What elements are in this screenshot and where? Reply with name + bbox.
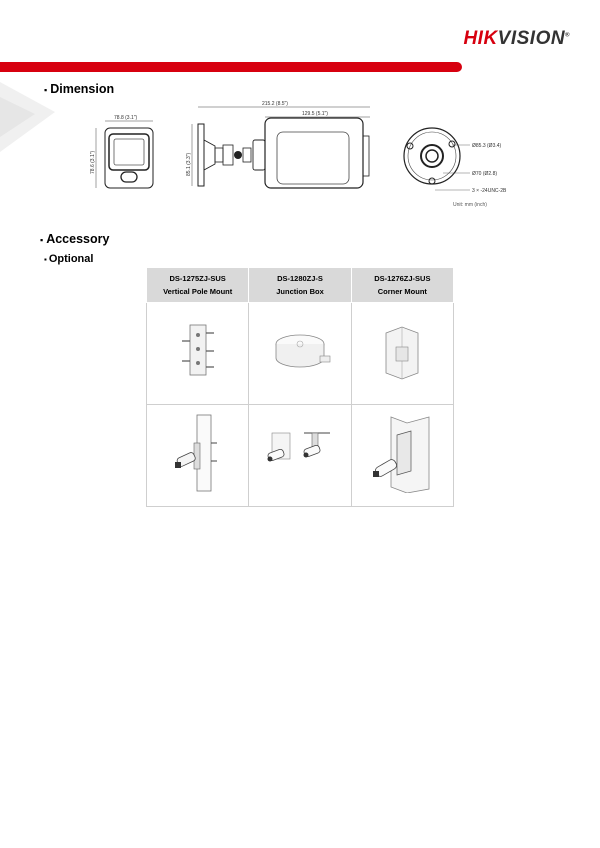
side-height-label: 85.1 (3.3") [186, 152, 192, 176]
section-dimension-title [44, 82, 114, 96]
side-total-length-label: 215.2 (8.5") [262, 101, 288, 107]
bullet-icon: ▪ [40, 235, 44, 245]
section-accessory-title [40, 232, 109, 246]
accessory-usage-row [147, 405, 454, 507]
logo-hik-text: HIK [463, 28, 498, 49]
base-view-drawing [404, 128, 470, 190]
accessory-image-cell [351, 303, 453, 405]
dimension-drawings [80, 98, 520, 218]
bullet-icon: ▪ [44, 255, 47, 264]
base-inner-dia-label: Ø70 (Ø2.8) [472, 171, 498, 177]
dimension-title-text: Dimension [50, 82, 115, 96]
accessory-header-1 [147, 268, 249, 303]
pole-mount-installed-image [163, 413, 233, 493]
bullet-icon: ▪ [44, 85, 48, 95]
base-screws-label: 3 × -24UNC-2B [472, 188, 507, 194]
base-outer-dia-label: Ø85.3 (Ø3.4) [472, 143, 502, 149]
accessory-title-text: Accessory [46, 232, 110, 246]
side-view-drawing [192, 107, 370, 188]
accessory-model: DS-1280ZJ-S [277, 274, 323, 283]
accessory-header-row [147, 268, 454, 303]
accessory-model: DS-1275ZJ-SUS [169, 274, 226, 283]
accessory-table [146, 267, 454, 507]
logo-vision-text: VISION [497, 28, 566, 49]
accessory-image-cell [147, 303, 249, 405]
front-height-label: 78.6 (3.1") [90, 150, 96, 174]
corner-mount-image [372, 321, 432, 381]
junction-box-installed-image [260, 423, 340, 483]
accessory-name: Corner Mount [377, 287, 427, 296]
hikvision-logo [463, 28, 570, 50]
front-view-drawing [96, 121, 153, 188]
unit-note: Unit: mm (inch) [453, 202, 487, 208]
section-optional-title [44, 253, 93, 265]
accessory-product-row [147, 303, 454, 405]
accessory-header-2 [249, 268, 351, 303]
header-red-bar [0, 62, 462, 72]
corner-mount-installed-image [367, 413, 437, 493]
front-width-label: 78.8 (3.1") [114, 115, 138, 121]
junction-box-image [265, 326, 335, 376]
vertical-pole-mount-image [168, 321, 228, 381]
optional-title-text: Optional [48, 253, 94, 265]
accessory-image-cell [147, 405, 249, 507]
accessory-image-cell [249, 405, 351, 507]
accessory-header-3 [351, 268, 453, 303]
side-body-length-label: 129.5 (5.1") [302, 111, 328, 117]
accessory-model: DS-1276ZJ-SUS [374, 274, 431, 283]
logo-registered-mark: ® [565, 32, 570, 39]
accessory-name: Vertical Pole Mount [163, 287, 233, 296]
accessory-image-cell [249, 303, 351, 405]
accessory-image-cell [351, 405, 453, 507]
accessory-name: Junction Box [276, 287, 324, 296]
